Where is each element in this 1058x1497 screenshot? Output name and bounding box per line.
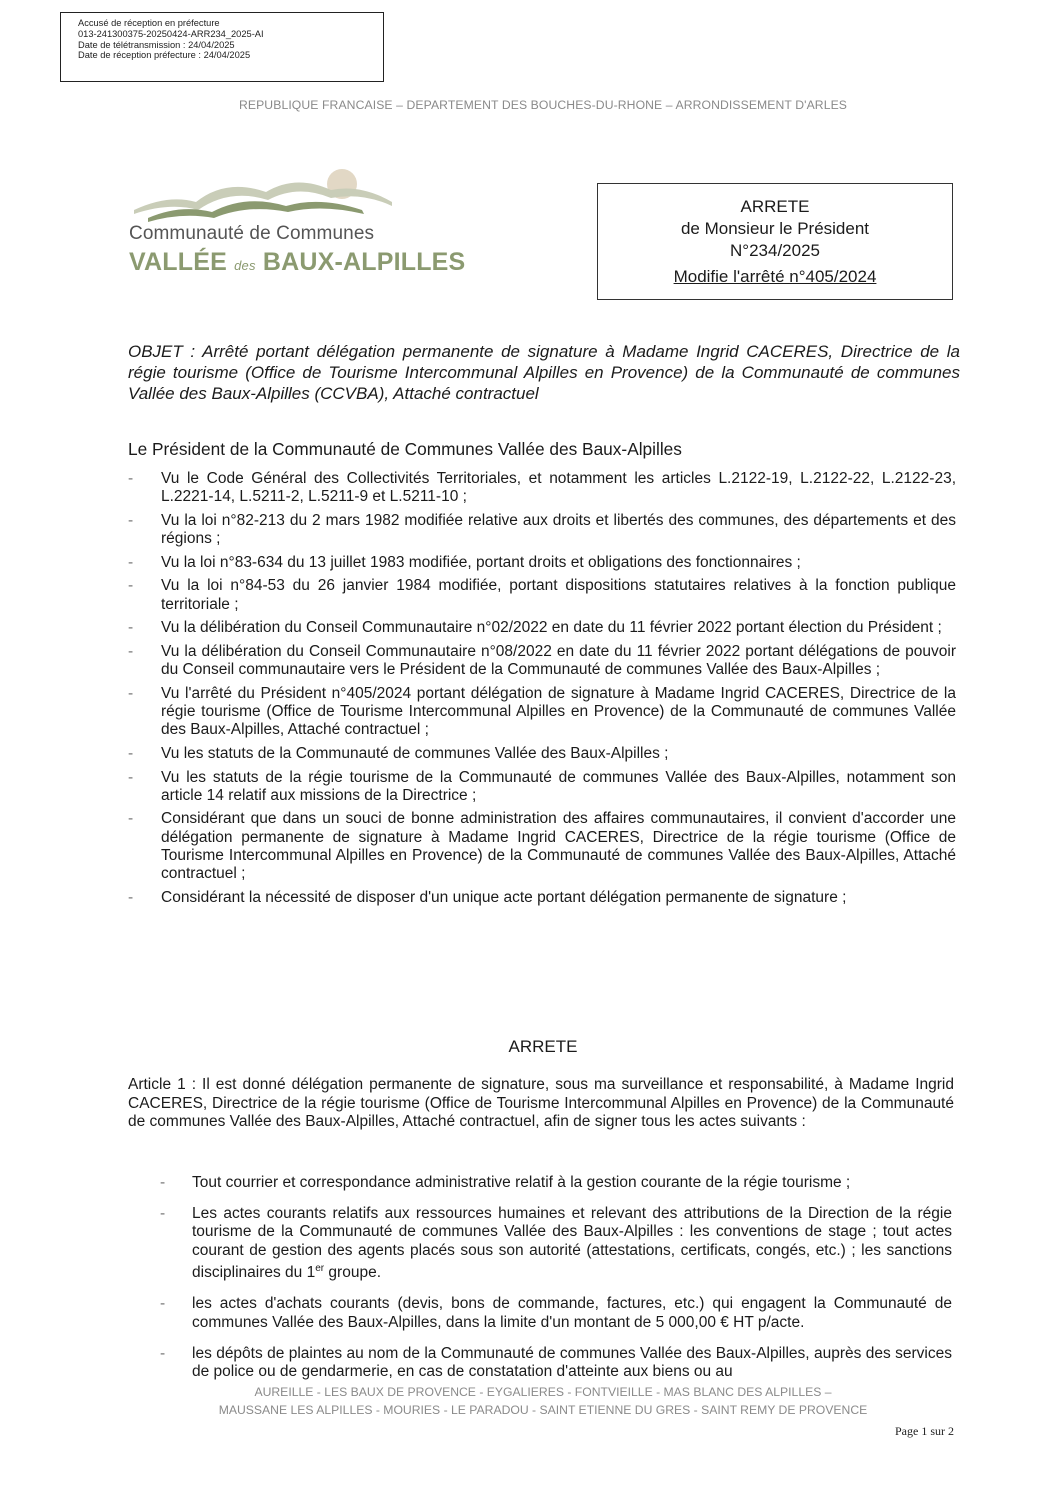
list-item	[128, 643, 956, 680]
dash-bullet-icon: -	[160, 1344, 166, 1362]
vu-text: Vu les statuts de la régie tourisme de la Communauté de communes Vallée des Baux-Alpilles, notamment son article 14 relatif aux missions de la Directrice ;	[161, 768, 956, 804]
vu-text: Vu la délibération du Conseil Communautaire n°08/2022 en date du 11 février 2022 portant délégations de pouvoir du Conseil communautaire vers le Président de la Communauté de communes Vallée des Baux-Alpilles ;	[161, 642, 956, 679]
dash-bullet-icon: -	[128, 768, 134, 786]
vu-text: Vu la loi n°84-53 du 26 janvier 1984 modifiée, portant dispositions statutaires relatives à la fonction publique territoriale ;	[161, 577, 956, 613]
dash-bullet-icon: -	[160, 1295, 166, 1313]
vu-text: Considérant que dans un souci de bonne administration des affaires communautaires, il convient d'accorder une délégation permanente de signature à Madame Ingrid CACERES, Directrice de la régie tourisme (Office de Tourisme Intercommunal Alpilles en Provence) de la Communauté de communes Vallée des Baux-Alpilles, Attaché contractuel ;	[161, 810, 956, 883]
vu-text: Vu l'arrêté du Président n°405/2024 portant délégation de signature à Madame Ingrid CACERES, Directrice de la régie tourisme (Office de Tourisme Intercommunal Alpilles en Provence) de la Communauté de communes Vallée des Baux-Alpilles, Attaché contractuel ;	[161, 684, 956, 739]
footer-line-2: MAUSSANE LES ALPILLES - MOURIES - LE PARADOU - SAINT ETIENNE DU GRES - SAINT REMY DE PROVENCE	[218, 1403, 868, 1418]
sub-item-text: Tout courrier et correspondance administrative relatif à la gestion courante de la régie tourisme ;	[192, 1174, 851, 1191]
president-line: Le Président de la Communauté de Communes Vallée des Baux-Alpilles	[128, 439, 682, 459]
objet-paragraph: OBJET : Arrêté portant délégation permanente de signature à Madame Ingrid CACERES, Directrice de la régie tourisme (Office de Tourisme Intercommunal Alpilles en Provence) de la Communauté de communes Vallée des Baux-Alpilles (CCVBA), Attaché contractuel	[128, 342, 960, 403]
list-item	[128, 470, 956, 507]
dash-bullet-icon: -	[128, 744, 134, 762]
dash-bullet-icon: -	[128, 810, 134, 828]
dash-bullet-icon: -	[160, 1204, 166, 1222]
superscript-er: er	[315, 1263, 325, 1275]
dash-bullet-icon: -	[128, 470, 134, 487]
list-item	[128, 577, 956, 614]
list-item	[160, 1295, 952, 1332]
stamp-line-2: 013-241300375-20250424-ARR234_2025-AI	[78, 28, 264, 39]
list-item	[128, 512, 956, 549]
vu-list	[128, 470, 956, 913]
dash-bullet-icon: -	[160, 1174, 166, 1191]
list-item	[128, 685, 956, 740]
list-item	[128, 769, 956, 806]
vu-text: Vu la loi n°82-213 du 2 mars 1982 modifiée relative aux droits et libertés des communes, des départements et des régions ;	[161, 511, 956, 548]
ccvba-logo	[126, 166, 466, 284]
page-number: Page 1 sur 2	[895, 1424, 954, 1438]
sub-item-text: les actes d'achats courants (devis, bons de commande, factures, etc.) qui engagent la Communauté de communes Vallée des Baux-Alpilles, dans la limite d'un montant de 5 000,00 € HT p/acte.	[192, 1295, 952, 1331]
vu-text: Vu la loi n°83-634 du 13 juillet 1983 modifiée, portant droits et obligations des fonctionnaires ;	[161, 553, 801, 571]
vu-text: Vu la délibération du Conseil Communautaire n°02/2022 en date du 11 février 2022 portant élection du Président ;	[161, 619, 942, 637]
republic-header: REPUBLIQUE FRANCAISE – DEPARTEMENT DES BOUCHES-DU-RHONE – ARRONDISSEMENT D'ARLES	[238, 98, 848, 112]
dash-bullet-icon: -	[128, 553, 134, 571]
list-item	[160, 1345, 952, 1382]
sub-item-text-end: groupe.	[324, 1264, 382, 1282]
list-item	[128, 619, 956, 637]
arrete-heading: ARRETE	[508, 1037, 578, 1056]
logo-baux-part: BAUX-ALPILLES	[255, 248, 466, 276]
dash-bullet-icon: -	[128, 511, 134, 529]
list-item	[128, 810, 956, 883]
logo-text-vallee	[129, 248, 465, 277]
stamp-line-4: Date de réception préfecture : 24/04/2025	[78, 50, 251, 61]
arrete-box-modifies: Modifie l'arrêté n°405/2024	[673, 267, 877, 286]
arrete-box-subtitle: de Monsieur le Président	[680, 219, 870, 238]
article-1: Article 1 : Il est donné délégation permanente de signature, sous ma surveillance et responsabilité, à Madame Ingrid CACERES, Directrice de la régie tourisme (Office de Tourisme Intercommunal Alpilles en Provence) de la Communauté de communes Vallée des Baux-Alpilles, Attaché contractuel, afin de signer tous les actes suivants :	[128, 1076, 954, 1130]
dash-bullet-icon: -	[128, 577, 134, 595]
list-item	[128, 889, 956, 907]
sub-item-text: les dépôts de plaintes au nom de la Communauté de communes Vallée des Baux-Alpilles, auprès des services de police ou de gendarmerie, en cas de constatation d'atteinte aux biens ou au	[192, 1344, 952, 1381]
list-item	[160, 1205, 952, 1283]
logo-vallee-part: VALLÉE	[129, 248, 235, 276]
sub-item-text: Les actes courants relatifs aux ressources humaines et relevant des attributions de la Direction de la régie tourisme de la Communauté de communes Vallée des Baux-Alpilles : les conventions de stage ; tout actes courant de gestion des agents placés sous son autorité (attestations, certificats, congés, etc.) ; les sanctions disciplinaires du 1	[192, 1204, 952, 1282]
vu-text: Vu les statuts de la Communauté de communes Vallée des Baux-Alpilles ;	[161, 744, 669, 762]
footer-communes	[0, 1383, 1058, 1419]
arrete-title-box	[597, 183, 953, 300]
dash-bullet-icon: -	[128, 684, 134, 702]
logo-des-part: des	[234, 258, 256, 273]
list-item	[128, 745, 956, 763]
mountains-logo-icon	[126, 166, 408, 226]
vu-text: Vu le Code Général des Collectivités Territoriales, et notamment les articles L.2122-19, L.2122-22, L.2122-23, L.2221-14, L.5211-2, L.5211-9 et L.5211-10 ;	[161, 470, 956, 506]
reception-stamp	[60, 12, 384, 82]
arrete-box-title: ARRETE	[740, 197, 810, 216]
footer-line-1: AUREILLE - LES BAUX DE PROVENCE - EYGALIERES - FONTVIEILLE - MAS BLANC DES ALPILLES –	[254, 1385, 832, 1399]
logo-text-community: Communauté de Communes	[129, 223, 375, 244]
dash-bullet-icon: -	[128, 619, 134, 637]
stamp-line-3: Date de télétransmission : 24/04/2025	[78, 39, 235, 50]
vu-text: Considérant la nécessité de disposer d'un unique acte portant délégation permanente de signature ;	[161, 888, 847, 906]
dash-bullet-icon: -	[128, 642, 134, 660]
article-1-list	[160, 1174, 952, 1394]
dash-bullet-icon: -	[128, 888, 134, 906]
list-item	[128, 554, 956, 572]
stamp-line-1: Accusé de réception en préfecture	[78, 18, 220, 28]
arrete-box-number: N°234/2025	[730, 241, 820, 260]
list-item	[160, 1174, 952, 1193]
